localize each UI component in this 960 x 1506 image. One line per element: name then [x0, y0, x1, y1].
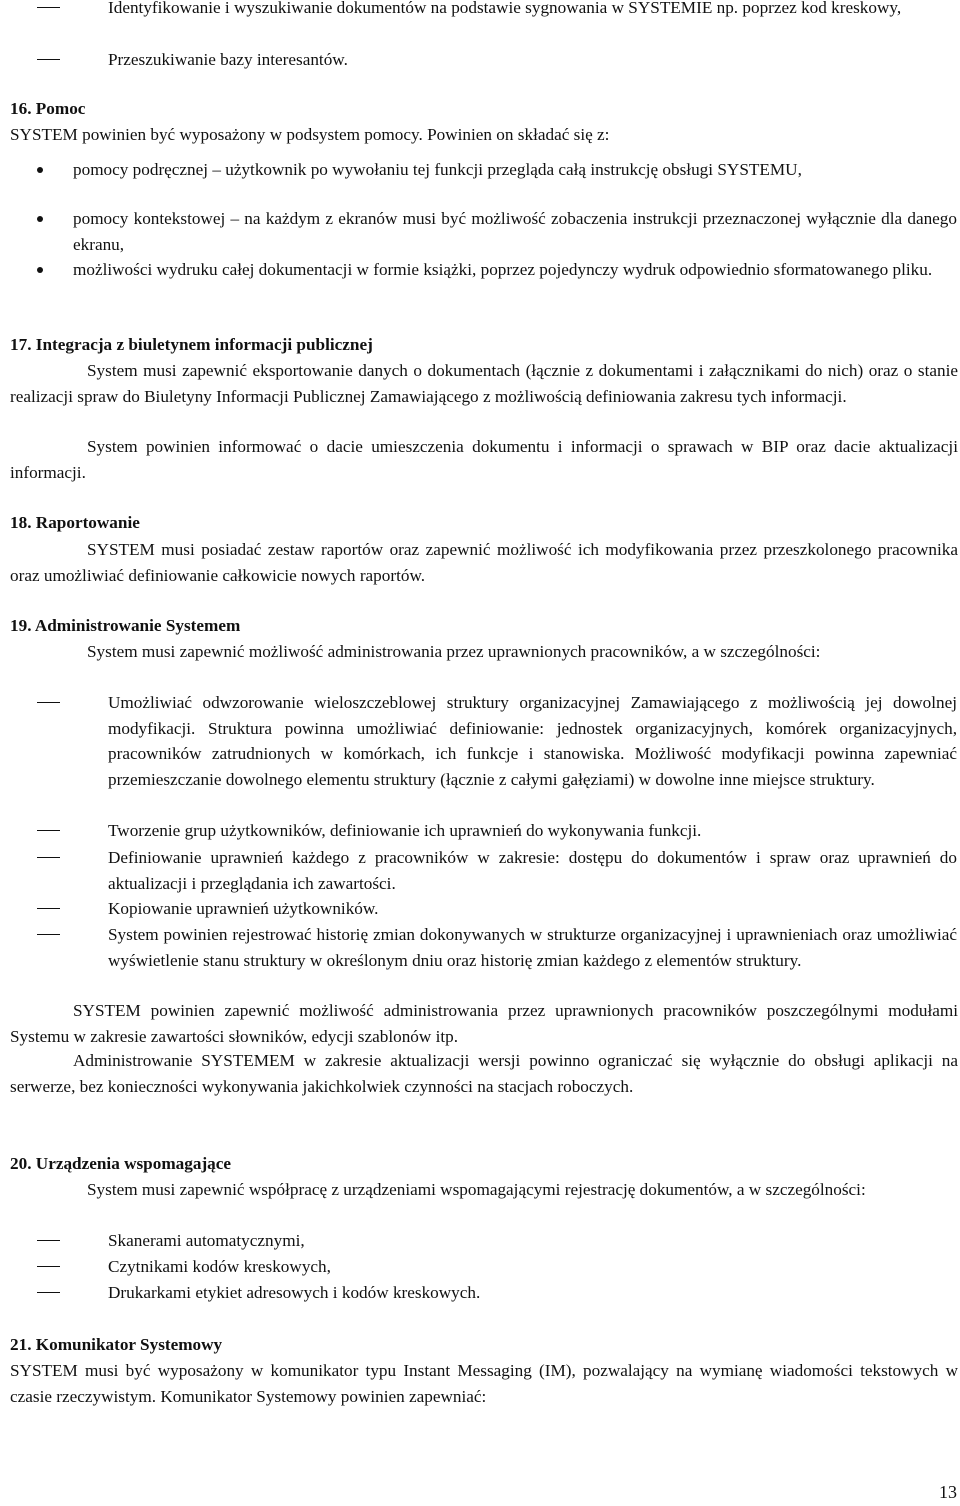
bullet-marker	[37, 167, 43, 173]
list-item-text: System powinien rejestrować historię zmian dokonywanych w strukturze organizacyjnej i uprawnieniach oraz umożliwiać wyświetlenie stanu struktury w określonym dniu oraz historię zmian każdego z elementów struktury.	[108, 925, 957, 970]
section-intro: SYSTEM powinien być wyposażony w podsystem pomocy. Powinien on składać się z:	[10, 125, 610, 144]
dash-marker	[37, 934, 60, 935]
list-item-text: Czytnikami kodów kreskowych,	[108, 1257, 331, 1276]
list-item-text: Przeszukiwanie bazy interesantów.	[108, 50, 348, 69]
dash-marker	[37, 59, 60, 60]
dash-marker	[37, 1266, 60, 1267]
section-heading: 16. Pomoc	[10, 99, 86, 118]
section-paragraph: Administrowanie SYSTEMEM w zakresie aktualizacji wersji powinno ograniczać się wyłącznie do obsługi aplikacji na serwerze, bez konieczności wykonywania jakichkolwiek czynności na stacjach roboczych.	[10, 1051, 958, 1096]
dash-marker	[37, 908, 60, 909]
list-item-text: Identyfikowanie i wyszukiwanie dokumentów na podstawie sygnowania w SYSTEMIE np. poprzez kod kreskowy,	[108, 0, 902, 17]
bullet-marker	[37, 216, 43, 222]
section-paragraph: System musi zapewnić eksportowanie danych o dokumentach (łącznie z dokumentami i załącznikami do nich) oraz o stanie realizacji spraw do Biuletyny Informacji Publicznej Zamawiającego z możliwością definiowania zakresu tych informacji.	[10, 361, 958, 406]
list-item-text: Tworzenie grup użytkowników, definiowanie ich uprawnień do wykonywania funkcji.	[108, 821, 702, 840]
list-item	[37, 0, 957, 47]
dash-marker	[37, 702, 60, 703]
bullet-item-text: pomocy kontekstowej – na każdym z ekranów musi być możliwość zobaczenia instrukcji przeznaczonej wyłącznie dla danego ekranu,	[73, 209, 957, 254]
dash-marker	[37, 1240, 60, 1241]
bullet-item-text: pomocy podręcznej – użytkownik po wywołaniu tej funkcji przegląda całą instrukcję obsługi SYSTEMU,	[73, 160, 802, 179]
list-item-text: Kopiowanie uprawnień użytkowników.	[108, 899, 379, 918]
list-item	[37, 896, 957, 922]
list-item	[37, 922, 957, 1000]
bullet-item	[37, 157, 957, 209]
section-paragraph: SYSTEM powinien zapewnić możliwość administrowania przez uprawnionych pracowników poszczególnymi modułami Systemu w zakresie zawartości słowników, edycji szablonów itp.	[10, 1001, 958, 1046]
list-item-text: Umożliwiać odwzorowanie wieloszczeblowej struktury organizacyjnej Zamawiającego z możliwością jej dowolnej modyfikacji. Struktura powinna umożliwiać definiowanie: jednostek organizacyjnych, komórek organizacyjnych, pracowników zatrudnionych w komórkach, ich funkcje i stanowiska. Możliwość modyfikacji powinna zapewniać przemieszczanie dowolnego elementu struktury (łącznie z całymi gałęziami) w dowolne inne miejsce struktury.	[108, 693, 957, 790]
bullet-item-text: możliwości wydruku całej dokumentacji w formie książki, poprzez pojedynczy wydruk odpowiednio sformatowanego pliku.	[73, 260, 933, 279]
section-paragraph: SYSTEM musi być wyposażony w komunikator typu Instant Messaging (IM), pozwalający na wymianę wiadomości tekstowych w czasie rzeczywistym. Komunikator Systemowy powinien zapewniać:	[10, 1361, 958, 1406]
list-item	[37, 845, 957, 897]
bullet-item	[37, 257, 957, 309]
section-heading: 20. Urządzenia wspomagające	[10, 1154, 232, 1173]
list-item-text: Drukarkami etykiet adresowych i kodów kreskowych.	[108, 1283, 481, 1302]
list-item	[37, 47, 957, 73]
bullet-item	[37, 206, 957, 258]
list-item	[37, 1280, 957, 1306]
section-intro: System musi zapewnić współpracę z urządzeniami wspomagającymi rejestrację dokumentów, a w szczególności:	[87, 1180, 866, 1199]
list-item	[37, 690, 957, 820]
section-heading: 18. Raportowanie	[10, 513, 140, 532]
page-number: 13	[939, 1482, 957, 1502]
section-paragraph: SYSTEM musi posiadać zestaw raportów oraz zapewnić możliwość ich modyfikowania przez przeszkolonego pracownika oraz umożliwiać definiowanie całkowicie nowych raportów.	[10, 540, 958, 585]
dash-marker	[37, 857, 60, 858]
bullet-marker	[37, 267, 43, 273]
list-item	[37, 1254, 957, 1280]
dash-marker	[37, 1292, 60, 1293]
section-heading: 17. Integracja z biuletynem informacji publicznej	[10, 335, 373, 354]
section-paragraph: System powinien informować o dacie umieszczenia dokumentu i informacji o sprawach w BIP oraz dacie aktualizacji informacji.	[10, 437, 958, 482]
section-heading: 21. Komunikator Systemowy	[10, 1335, 223, 1354]
list-item-text: Skanerami automatycznymi,	[108, 1231, 305, 1250]
section-intro: System musi zapewnić możliwość administrowania przez uprawnionych pracowników, a w szczególności:	[87, 642, 821, 661]
list-item	[37, 818, 957, 844]
list-item-text: Definiowanie uprawnień każdego z pracowników w zakresie: dostępu do dokumentów i spraw oraz uprawnień do aktualizacji i przeglądania ich zawartości.	[108, 848, 957, 893]
section-heading: 19. Administrowanie Systemem	[10, 616, 241, 635]
dash-marker	[37, 7, 60, 8]
list-item	[37, 1228, 957, 1254]
dash-marker	[37, 830, 60, 831]
